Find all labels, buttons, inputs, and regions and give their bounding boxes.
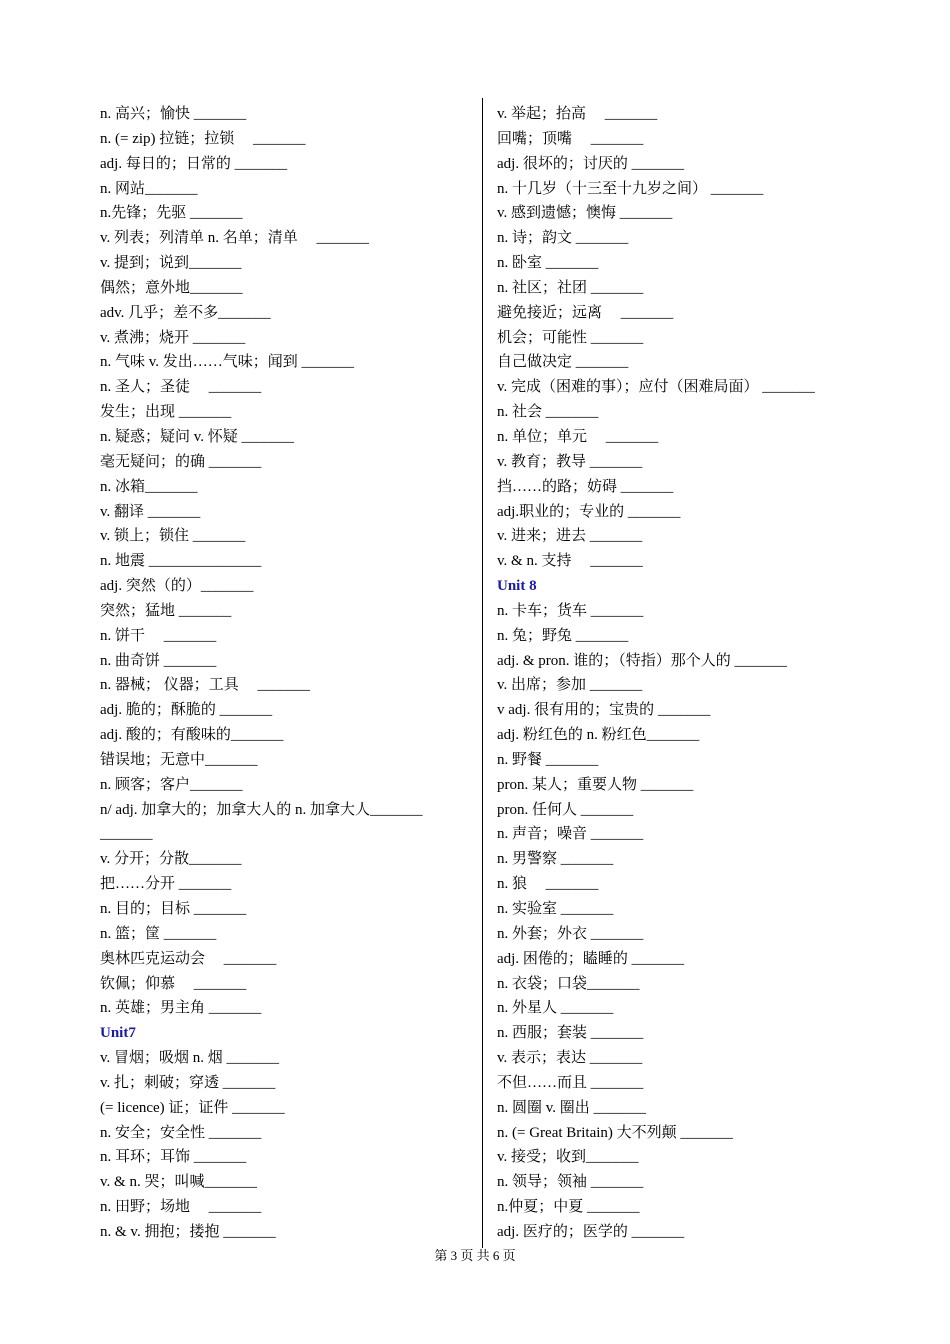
vocab-entry: n. 安全；安全性 _______ xyxy=(100,1124,262,1141)
vocab-entry: v. 感到遗憾；懊悔 _______ xyxy=(497,205,673,222)
vocab-entry: 机会；可能性 _______ xyxy=(497,329,644,346)
vocab-entry: 偶然；意外地_______ xyxy=(100,279,243,296)
vocab-entry: n. 领导；领袖 _______ xyxy=(497,1174,644,1191)
vocab-entry: 挡……的路；妨碍 _______ xyxy=(497,478,674,495)
vocab-entry: v. 锁上；锁住 _______ xyxy=(100,528,246,545)
vocab-entry: n. 狼 _______ xyxy=(497,876,599,893)
vocab-entry: adj.职业的；专业的 _______ xyxy=(497,503,681,520)
vocab-entry: v. & n. 哭；叫喊_______ xyxy=(100,1174,257,1191)
vocab-entry: v. 提到；说到_______ xyxy=(100,255,242,272)
vocab-entry: v. & n. 支持 _______ xyxy=(497,553,643,570)
vocab-entry: n. 饼干 _______ xyxy=(100,627,217,644)
vocab-entry: n. 声音；噪音 _______ xyxy=(497,826,644,843)
vocab-entry: v. 进来；进去 _______ xyxy=(497,528,643,545)
vocab-entry: 毫无疑问；的确 _______ xyxy=(100,453,262,470)
vocab-entry: n. 外星人 _______ xyxy=(497,1000,614,1017)
left-column xyxy=(100,102,472,1245)
vocab-entry: adj. 突然（的）_______ xyxy=(100,578,254,595)
vocab-entry: n. 实验室 _______ xyxy=(497,901,614,917)
vocab-entry: v. 翻译 _______ xyxy=(100,503,201,520)
vocab-entry: v. 出席；参加 _______ xyxy=(497,677,643,694)
vocab-entry: adj. 粉红色的 n. 粉红色_______ xyxy=(497,727,700,744)
vocab-entry: n. (= zip) 拉链；拉锁 _______ xyxy=(100,130,306,147)
vocab-entry: v. 分开；分散_______ xyxy=(100,851,242,868)
vocab-entry: n. 器械； 仪器；工具 _______ xyxy=(100,677,311,694)
vocab-entry: 避免接近；远离 _______ xyxy=(497,304,674,321)
vocab-entry: v. 煮沸；烧开 _______ xyxy=(100,329,246,346)
vocab-entry: 突然；猛地 _______ xyxy=(100,602,232,619)
vocab-entry: n. 诗；韵文 _______ xyxy=(497,230,629,247)
vocab-entry: n/ adj. 加拿大的；加拿大人的 n. 加拿大人_______ _______ xyxy=(100,801,457,843)
right-column xyxy=(497,102,877,1245)
vocab-entry: 回嘴；顶嘴 _______ xyxy=(497,130,644,147)
vocab-entry: v. 接受；收到_______ xyxy=(497,1149,639,1166)
vocab-entry: n. 圆圈 v. 圈出 _______ xyxy=(497,1099,647,1116)
vocab-entry: 把……分开 _______ xyxy=(100,876,232,893)
unit-heading: Unit 8 xyxy=(497,578,537,595)
page-footer: 第 3 页 共 6 页 xyxy=(434,1248,516,1263)
vocab-entry: adj. 脆的；酥脆的 _______ xyxy=(100,702,273,719)
vocab-entry: adj. 困倦的；瞌睡的 _______ xyxy=(497,950,685,967)
vocab-entry: v. 完成（困难的事）；应付（困难局面） _______ xyxy=(497,379,815,396)
vocab-entry: n. 圣人；圣徒 _______ xyxy=(100,379,262,396)
vocab-entry: 钦佩；仰慕 _______ xyxy=(100,975,247,992)
column-divider xyxy=(482,98,483,1248)
vocab-entry: n. 西服；套装 _______ xyxy=(497,1025,644,1042)
vocab-entry: n. 十几岁（十三至十九岁之间） _______ xyxy=(497,180,764,197)
vocab-entry: n. 卧室 _______ xyxy=(497,255,599,272)
vocab-entry: 发生；出现 _______ xyxy=(100,404,232,421)
vocab-entry: n. 男警察 _______ xyxy=(497,851,614,868)
vocab-entry: pron. 任何人 _______ xyxy=(497,801,634,818)
vocab-entry: 错误地；无意中_______ xyxy=(100,751,258,768)
vocab-entry: n.仲夏；中夏 _______ xyxy=(497,1199,640,1216)
vocab-entry: n. 英雄；男主角 _______ xyxy=(100,1000,262,1017)
vocab-entry: n. 卡车；货车 _______ xyxy=(497,602,644,619)
vocab-entry: n. 外套；外衣 _______ xyxy=(497,925,644,942)
vocab-entry: n. 单位；单元 _______ xyxy=(497,428,659,445)
vocab-entry: n.先锋；先驱 _______ xyxy=(100,205,243,222)
vocab-entry: n. 地震 _______________ xyxy=(100,553,262,570)
vocab-entry: n. 兔；野兔 _______ xyxy=(497,627,629,644)
vocab-entry: n. 野餐 _______ xyxy=(497,751,599,768)
vocab-entry: n. 衣袋；口袋_______ xyxy=(497,975,640,992)
vocab-entry: n. 目的；目标 _______ xyxy=(100,901,247,917)
unit-heading: Unit7 xyxy=(100,1025,136,1042)
vocab-entry: adj. & pron. 谁的；（特指）那个人的 _______ xyxy=(497,652,787,669)
vocab-entry: n. 田野；场地 _______ xyxy=(100,1199,262,1216)
vocab-entry: v. 举起；抬高 _______ xyxy=(497,106,658,122)
vocab-entry: v adj. 很有用的；宝贵的 _______ xyxy=(497,702,711,719)
vocab-entry: v. 表示；表达 _______ xyxy=(497,1050,643,1067)
vocab-entry: v. 列表；列清单 n. 名单；清单 _______ xyxy=(100,230,370,247)
vocab-entry: n. (= Great Britain) 大不列颠 _______ xyxy=(497,1124,733,1141)
vocab-entry: n. 网站_______ xyxy=(100,180,198,197)
vocab-entry: adj. 酸的；有酸味的_______ xyxy=(100,727,284,744)
vocab-entry: n. 社区；社团 _______ xyxy=(497,279,644,296)
vocab-entry: (= licence) 证；证件 _______ xyxy=(100,1099,285,1116)
vocab-entry: n. 篮；筐 _______ xyxy=(100,925,217,942)
vocab-entry: v. 教育；教导 _______ xyxy=(497,453,643,470)
vocab-entry: adj. 每日的；日常的 _______ xyxy=(100,155,288,172)
vocab-entry: n. 顾客；客户_______ xyxy=(100,776,243,793)
vocab-entry: v. 扎；刺破；穿透 _______ xyxy=(100,1074,276,1091)
vocab-entry: n. & v. 拥抱；搂抱 _______ xyxy=(100,1223,276,1240)
vocab-entry: n. 气味 v. 发出……气味；闻到 _______ xyxy=(100,354,355,371)
vocab-entry: adj. 很坏的；讨厌的 _______ xyxy=(497,155,685,172)
vocab-entry: 自己做决定 _______ xyxy=(497,354,629,371)
vocab-entry: pron. 某人；重要人物 _______ xyxy=(497,776,694,793)
vocab-entry: adj. 医疗的；医学的 _______ xyxy=(497,1223,685,1240)
vocab-entry: n. 高兴；愉快 _______ xyxy=(100,106,247,122)
vocab-entry: n. 冰箱_______ xyxy=(100,478,198,495)
vocab-entry: n. 曲奇饼 _______ xyxy=(100,652,217,669)
vocab-entry: v. 冒烟；吸烟 n. 烟 _______ xyxy=(100,1050,280,1067)
vocab-entry: 不但……而且 _______ xyxy=(497,1074,644,1091)
vocab-entry: n. 耳环；耳饰 _______ xyxy=(100,1149,247,1166)
vocab-entry: 奥林匹克运动会 _______ xyxy=(100,950,277,967)
vocab-entry: n. 疑惑；疑问 v. 怀疑 _______ xyxy=(100,428,295,445)
vocab-entry: n. 社会 _______ xyxy=(497,404,599,421)
vocab-entry: adv. 几乎；差不多_______ xyxy=(100,304,271,321)
